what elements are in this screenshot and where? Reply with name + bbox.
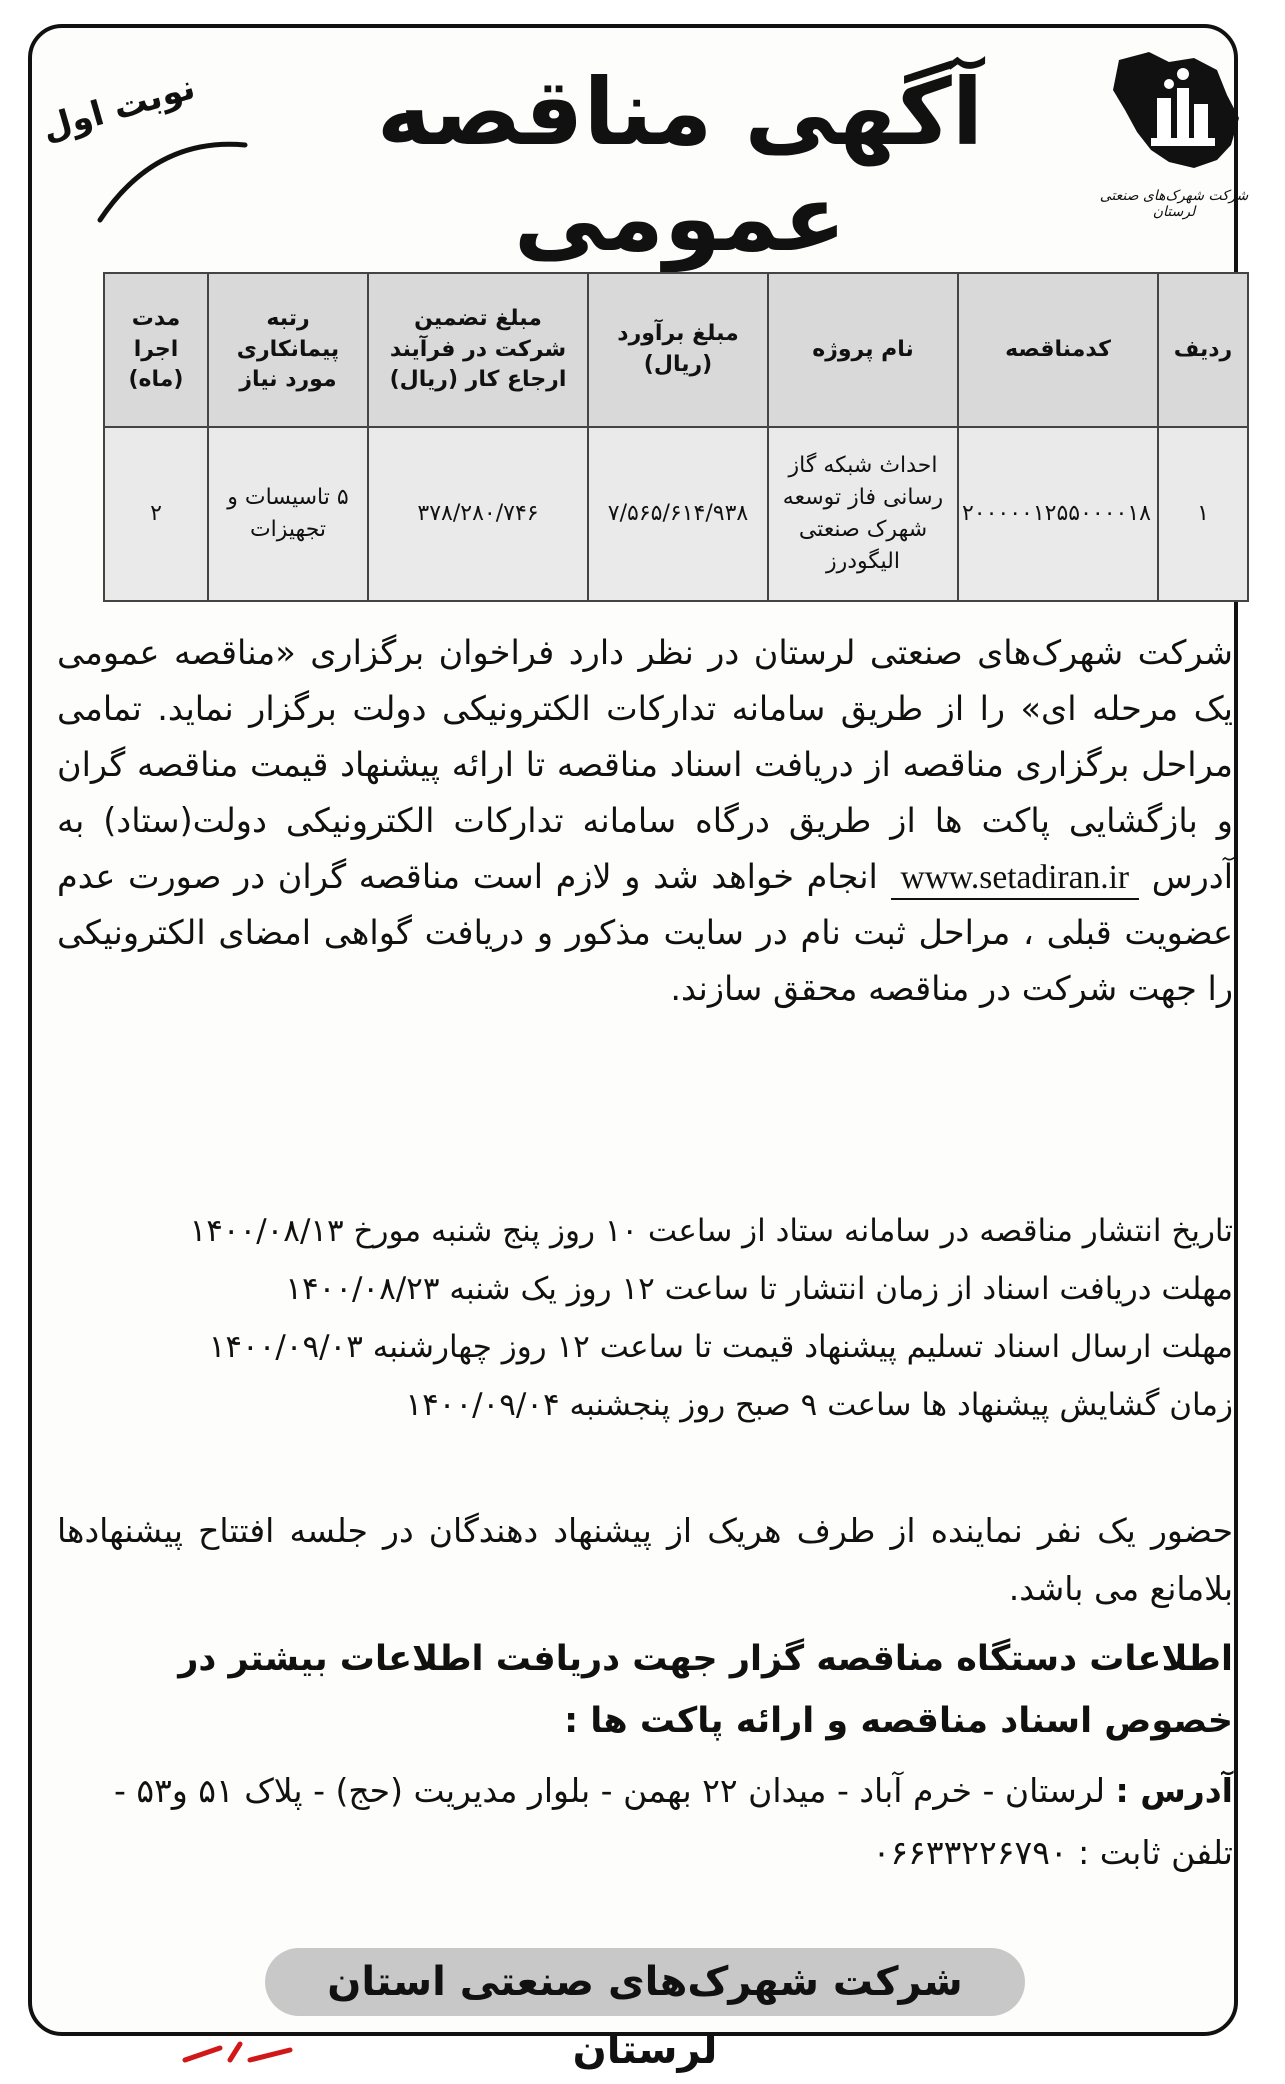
cell-guarantee: ۳۷۸/۲۸۰/۷۴۶ <box>368 427 588 601</box>
table-row <box>104 427 1248 601</box>
address-block <box>57 1760 1233 1884</box>
cell-rank: ۵ تاسیسات و تجهیزات <box>208 427 368 601</box>
table-header-row <box>104 273 1248 427</box>
stage-badge <box>30 60 250 230</box>
header-code: کدمناقصه <box>958 273 1158 427</box>
date-publish: تاریخ انتشار مناقصه در سامانه ستاد از ساعت ۱۰ روز پنج شنبه مورخ ۱۴۰۰/۰۸/۱۳ <box>189 1213 1233 1249</box>
header-duration: مدت اجرا (ماه) <box>104 273 208 427</box>
setad-url-link[interactable]: www.setadiran.ir <box>891 858 1140 900</box>
header-project: نام پروژه <box>768 273 958 427</box>
date-docs-deadline: مهلت دریافت اسناد از زمان انتشار تا ساعت ۱۲ روز یک شنبه ۱۴۰۰/۰۸/۲۳ <box>285 1271 1233 1307</box>
red-stroke-icon <box>180 2040 300 2065</box>
company-logo <box>1099 40 1249 240</box>
cell-radif: ۱ <box>1158 427 1248 601</box>
date-submission-deadline: مهلت ارسال اسناد تسلیم پیشنهاد قیمت تا ساعت ۱۲ روز چهارشنبه ۱۴۰۰/۰۹/۰۳ <box>208 1329 1233 1365</box>
logo-caption: شرکت شهرک‌های صنعتی لرستان <box>1099 188 1249 220</box>
address-text: لرستان - خرم آباد - میدان ۲۲ بهمن - بلوار مدیریت (حج) - پلاک ۵۱ و۵۳ - تلفن ثابت : ۰۶۶۳۳۲۲۶۷۹۰ <box>113 1771 1233 1872</box>
contact-heading <box>57 1628 1233 1752</box>
page-title: آگهی مناقصه عمومی <box>376 59 984 272</box>
stage-label: نوبت اول <box>37 67 200 149</box>
iran-map-factory-icon <box>1099 40 1249 190</box>
cell-estimate: ۷/۵۶۵/۶۱۴/۹۳۸ <box>588 427 768 601</box>
date-opening: زمان گشایش پیشنهاد ها ساعت ۹ صبح روز پنجشنبه ۱۴۰۰/۰۹/۰۴ <box>405 1387 1233 1423</box>
cell-project: احداث شبکه گاز رسانی فاز توسعه شهرک صنعتی الیگودرز <box>768 427 958 601</box>
tender-table <box>103 272 1249 602</box>
header-estimate: مبلغ برآورد (ریال) <box>588 273 768 427</box>
presence-note <box>57 1502 1233 1618</box>
schedule-list <box>57 1202 1233 1434</box>
body-text-part1: شرکت شهرک‌های صنعتی لرستان در نظر دارد فراخوان برگزاری «مناقصه عمومی یک مرحله ای» را از طریق سامانه تدارکات الکترونیکی دولت برگزار نماید. تمامی مراحل برگزاری مناقصه از دریافت اسناد مناقصه تا ارائه پیشنهاد قیمت مناقصه گران و بازگشایی پاکت ها از طریق درگاه سامانه تدارکات الکترونیکی دولت(ستاد) به آدرس <box>57 633 1233 896</box>
header-rank: رتبه پیمانکاری مورد نیاز <box>208 273 368 427</box>
footer-company: شرکت شهرک‌های صنعتی استان لرستان <box>265 1948 1025 2016</box>
cell-code: ۲۰۰۰۰۰۱۲۵۵۰۰۰۰۱۸ <box>958 427 1158 601</box>
swoosh-icon <box>30 90 250 240</box>
header-radif: ردیف <box>1158 273 1248 427</box>
header-guarantee: مبلغ تضمین شرکت در فرآیند ارجاع کار (ریال) <box>368 273 588 427</box>
address-label: آدرس : <box>1115 1771 1233 1810</box>
announcement-body <box>57 625 1233 1017</box>
bottom-decoration <box>180 2040 300 2065</box>
cell-duration: ۲ <box>104 427 208 601</box>
contact-heading-text: اطلاعات دستگاه مناقصه گزار جهت دریافت اطلاعات بیشتر در خصوص اسناد مناقصه و ارائه پاکت ها : <box>178 1639 1233 1741</box>
body-text-part2: انجام خواهد شد و لازم است مناقصه گران در صورت عدم عضویت قبلی ، مراحل ثبت نام در سایت مذکور و دریافت گواهی امضای الکترونیکی را جهت شرکت در مناقصه محقق سازند. <box>57 857 1233 1008</box>
presence-text: حضور یک نفر نماینده از طرف هریک از پیشنهاد دهندگان در جلسه افتتاح پیشنهادها بلامانع می باشد. <box>57 1511 1233 1608</box>
